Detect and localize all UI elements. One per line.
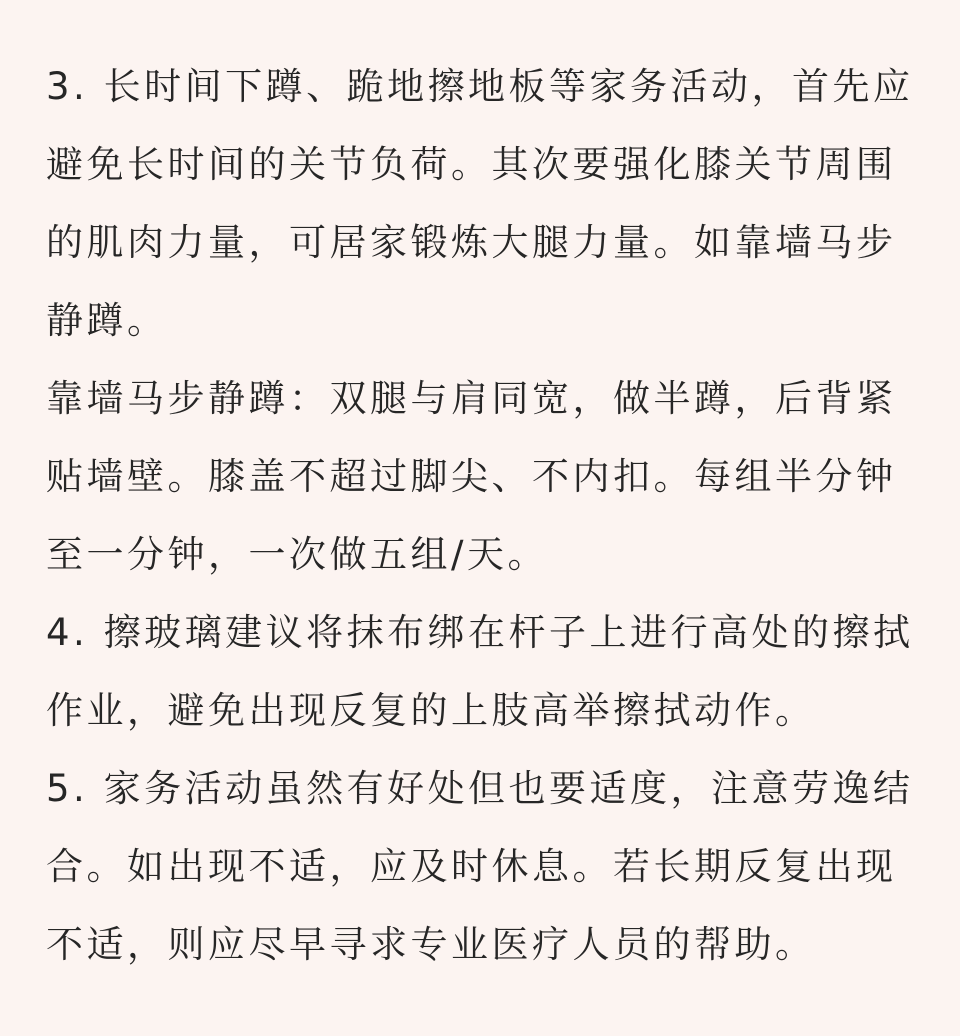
- text-line: 避免长时间的关节负荷。其次要强化膝关节周围: [46, 143, 897, 186]
- text-line: 作业，避免出现反复的上肢高举擦拭动作。: [46, 689, 816, 732]
- text-line: 的肌肉力量，可居家锻炼大腿力量。如靠墙马步: [46, 221, 897, 264]
- text-line: 静蹲。: [46, 299, 168, 342]
- text-line: 靠墙马步静蹲：双腿与肩同宽，做半蹲，后背紧: [46, 377, 897, 420]
- text-line: 不适，则应尽早寻求专业医疗人员的帮助。: [46, 923, 816, 966]
- text-line: 至一分钟，一次做五组/天。: [46, 533, 548, 576]
- paragraph-item-4: [46, 594, 926, 750]
- paragraph-wall-squat: [46, 360, 926, 594]
- paragraph-item-3: [46, 48, 926, 360]
- text-line: 贴墙壁。膝盖不超过脚尖、不内扣。每组半分钟: [46, 455, 897, 498]
- paragraph-item-5: [46, 750, 926, 984]
- text-line: 合。如出现不适，应及时休息。若长期反复出现: [46, 845, 897, 888]
- text-line: 3. 长时间下蹲、跪地擦地板等家务活动，首先应: [46, 65, 914, 108]
- text-line: 4. 擦玻璃建议将抹布绑在杆子上进行高处的擦拭: [46, 611, 914, 654]
- article-text: [46, 48, 926, 984]
- text-line: 5. 家务活动虽然有好处但也要适度，注意劳逸结: [46, 767, 914, 810]
